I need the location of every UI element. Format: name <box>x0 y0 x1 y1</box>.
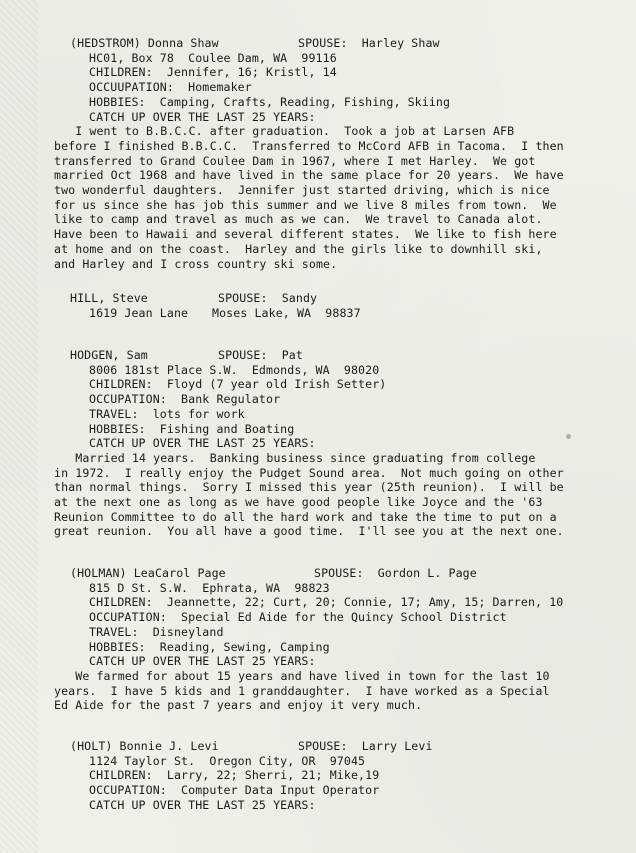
entry-name: (HOLT) Bonnie J. Levi <box>70 739 219 753</box>
entry-holt <box>70 739 610 813</box>
para-line: married Oct 1968 and have lived in the same place for 20 years. We have <box>54 168 564 183</box>
entry-paragraph <box>0 124 610 271</box>
entry-spouse: SPOUSE: Gordon L. Page <box>314 566 477 580</box>
para-line: transferred to Grand Coulee Dam in 1967, where I met Harley. We got <box>54 153 536 168</box>
ink-speck <box>566 434 571 439</box>
entry-hobbies: HOBBIES: Reading, Sewing, Camping <box>89 639 330 654</box>
para-line: Ed Aide for the past 7 years and enjoy it very much. <box>54 698 423 713</box>
entry-hedstrom <box>54 36 610 271</box>
entry-occupation: OCCUPATION: Special Ed Aide for the Quincy School District <box>89 610 507 625</box>
entry-spouse: SPOUSE: Harley Shaw <box>298 36 440 50</box>
entry-catchup-heading: CATCH UP OVER THE LAST 25 YEARS: <box>89 797 316 812</box>
entry-name: (HOLMAN) LeaCarol Page <box>70 566 226 580</box>
entry-address: 1124 Taylor St. Oregon City, OR 97045 <box>89 753 366 768</box>
para-line: Reunion Committee to do all the hard work and take the time to put on a <box>54 509 557 524</box>
para-line: like to camp and travel as much as we can. We travel to Canada alot. <box>54 212 543 227</box>
entry-name: HILL, Steve <box>70 291 148 305</box>
entry-catchup-heading: CATCH UP OVER THE LAST 25 YEARS: <box>89 436 316 451</box>
para-line: two wonderful daughters. Jennifer just started driving, which is nice <box>54 183 550 198</box>
entry-name: HODGEN, Sam <box>70 348 148 362</box>
entry-paragraph <box>54 668 610 713</box>
entry-paragraph <box>54 450 610 539</box>
entry-header-line <box>70 348 610 363</box>
entry-children: CHILDREN: Jeannette, 22; Curt, 20; Connie, 17; Amy, 15; Darren, 10 <box>89 595 564 610</box>
entry-occupation: OCCUPATION: Computer Data Input Operator <box>89 783 380 798</box>
para-line: than normal things. Sorry I missed this year (25th reunion). I will be <box>54 480 564 495</box>
entry-address: 8006 181st Place S.W. Edmonds, WA 98020 <box>89 362 380 377</box>
entry-catchup-heading: CATCH UP OVER THE LAST 25 YEARS: <box>89 109 316 124</box>
entry-city: Moses Lake, WA 98837 <box>212 305 361 320</box>
entry-address: 815 D St. S.W. Ephrata, WA 98823 <box>89 580 330 595</box>
para-line: We farmed for about 15 years and have lived in town for the last 10 <box>54 668 550 683</box>
entry-catchup-heading: CATCH UP OVER THE LAST 25 YEARS: <box>89 654 316 669</box>
para-line: I went to B.B.C.C. after graduation. Took a job at Larsen AFB <box>54 124 515 139</box>
entry-hobbies: HOBBIES: Camping, Crafts, Reading, Fishing, Skiing <box>89 94 451 109</box>
entry-holman <box>54 566 610 713</box>
entry-header-line <box>70 291 610 306</box>
entry-occupation: OCCUPATION: Bank Regulator <box>89 392 281 407</box>
para-line: and Harley and I cross country ski some. <box>54 256 338 271</box>
para-line: great reunion. You all have a good time. I'll see you at the next one. <box>54 524 564 539</box>
entry-hobbies: HOBBIES: Fishing and Boating <box>89 421 295 436</box>
entry-spouse: SPOUSE: Pat <box>218 348 303 362</box>
entry-header-line <box>70 36 610 51</box>
para-line: before I finished B.B.C.C. Transferred to McCord AFB in Tacoma. I then <box>54 138 564 153</box>
entry-header-line <box>70 739 610 754</box>
entry-occupation: OCCUUPATION: Homemaker <box>89 80 252 95</box>
para-line: at the next one as long as we have good people like Joyce and the '63 <box>54 495 543 510</box>
entry-address: HC01, Box 78 Coulee Dam, WA 99116 <box>89 50 337 65</box>
para-line: for us since she has job this summer and we live 8 miles from town. We <box>54 197 557 212</box>
entry-travel: TRAVEL: lots for work <box>89 406 245 421</box>
entry-children: CHILDREN: Jennifer, 16; Kristl, 14 <box>89 65 337 80</box>
entry-children: CHILDREN: Larry, 22; Sherri, 21; Mike,19 <box>89 768 380 783</box>
entry-spouse: SPOUSE: Sandy <box>218 291 318 305</box>
para-line: Have been to Hawaii and several different states. We like to fish here <box>54 227 557 242</box>
entry-hill <box>70 291 610 320</box>
entry-travel: TRAVEL: Disneyland <box>89 624 224 639</box>
entry-address: 1619 Jean Lane <box>89 305 189 320</box>
para-line: at home and on the coast. Harley and the girls like to downhill ski, <box>54 241 543 256</box>
entry-children: CHILDREN: Floyd (7 year old Irish Setter) <box>89 377 387 392</box>
entry-name: (HEDSTROM) Donna Shaw <box>70 36 219 50</box>
entry-spouse: SPOUSE: Larry Levi <box>298 739 433 753</box>
para-line: Married 14 years. Banking business since graduating from college <box>54 450 536 465</box>
entry-hodgen <box>54 348 610 539</box>
para-line: in 1972. I really enjoy the Pudget Sound area. Not much going on other <box>54 465 564 480</box>
entry-header-line <box>70 566 610 581</box>
entry-address-line <box>70 306 610 321</box>
para-line: years. I have 5 kids and 1 granddaughter. I have worked as a Special <box>54 683 550 698</box>
